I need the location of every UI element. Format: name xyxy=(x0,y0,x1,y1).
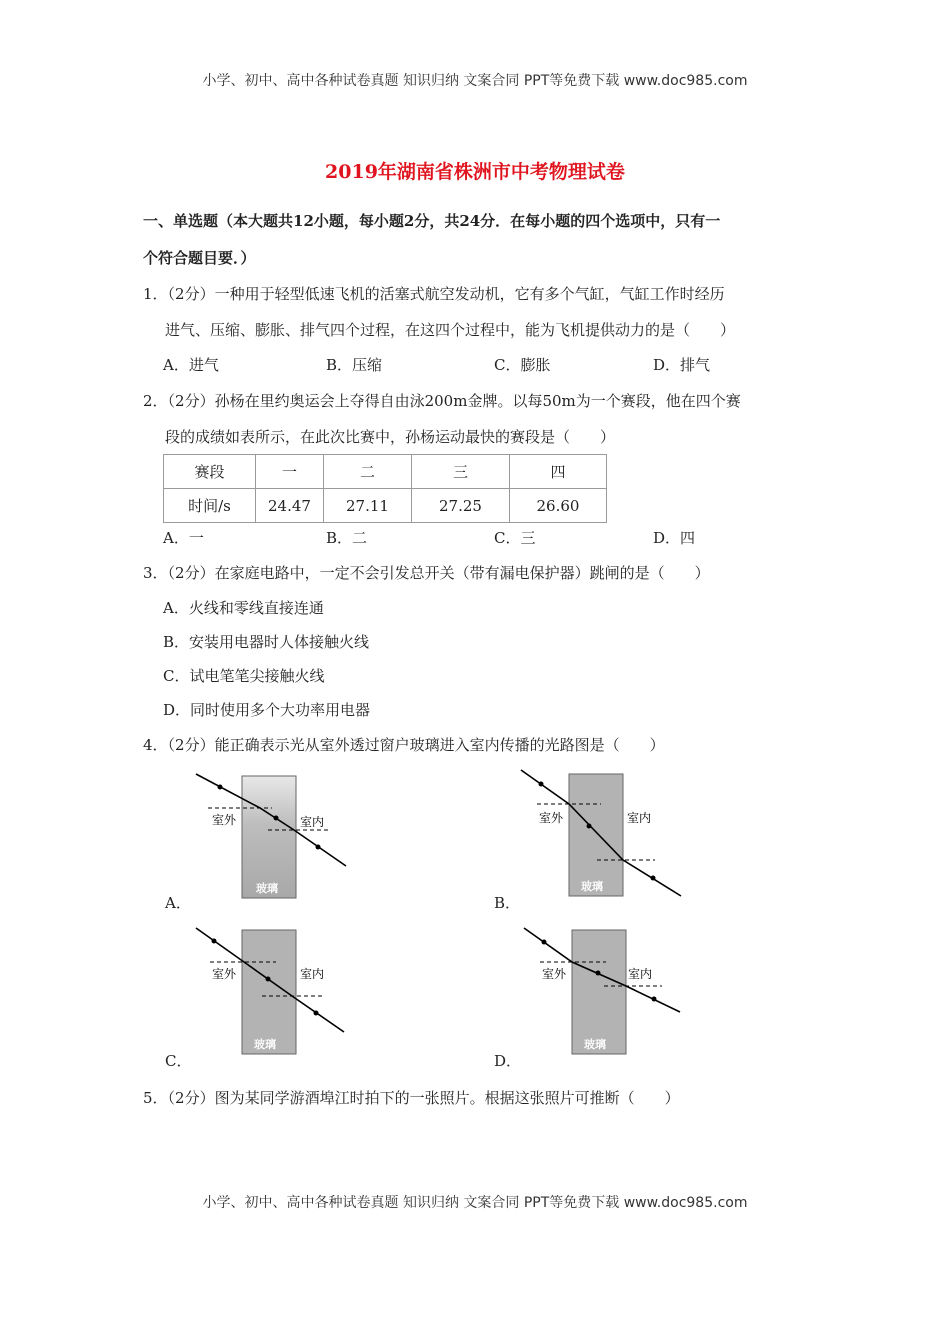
glass-pane xyxy=(242,930,296,1054)
label-outdoor: 室外 xyxy=(212,813,237,827)
q2-option-a[interactable]: A．一 xyxy=(163,529,204,547)
page-title: 2019年湖南省株洲市中考物理试卷 xyxy=(325,161,625,183)
ray-arrow-icon xyxy=(274,816,279,821)
q4-option-d[interactable]: D． xyxy=(494,1052,522,1070)
q2-stem-line1: 2．（2分）孙杨在里约奥运会上夺得自由泳200m金牌。以每50m为一个赛段，他在四个赛 xyxy=(143,392,741,410)
q4-figure-b xyxy=(515,766,695,900)
q3-option-a[interactable]: A．火线和零线直接连通 xyxy=(163,599,324,617)
q3-option-c[interactable]: C．试电笔笔尖接触火线 xyxy=(163,667,325,685)
page-header: 小学、初中、高中各种试卷真题 知识归纳 文案合同 PPT等免费下载 www.doc985.com xyxy=(202,73,748,89)
label-indoor: 室内 xyxy=(628,967,653,981)
label-indoor: 室内 xyxy=(300,815,325,829)
ray-arrow-icon xyxy=(314,1011,319,1016)
label-indoor: 室内 xyxy=(300,967,325,981)
q2-score-table xyxy=(163,454,607,523)
glass-pane xyxy=(569,774,623,896)
ray-arrow-icon xyxy=(212,939,217,944)
q4-option-c[interactable]: C． xyxy=(165,1052,192,1070)
table-cell: 26.60 xyxy=(510,489,607,523)
q4-figure-d xyxy=(518,924,690,1056)
q1-option-a[interactable]: A．进气 xyxy=(163,356,219,374)
ray-arrow-icon xyxy=(316,845,321,850)
q5-stem: 5．（2分）图为某同学游酒埠江时拍下的一张照片。根据这张照片可推断（ ） xyxy=(143,1089,680,1107)
section-heading-line2: 个符合题目要．） xyxy=(143,249,256,267)
label-glass: 玻璃 xyxy=(584,1038,606,1051)
label-outdoor: 室外 xyxy=(212,967,237,981)
q4-stem: 4．（2分）能正确表示光从室外透过窗户玻璃进入室内传播的光路图是（ ） xyxy=(143,736,665,754)
table-cell: 27.11 xyxy=(324,489,412,523)
table-header-cell: 四 xyxy=(510,455,607,489)
q4-option-b[interactable]: B． xyxy=(494,894,521,912)
q1-stem-line2: 进气、压缩、膨胀、排气四个过程，在这四个过程中，能为飞机提供动力的是（ ） xyxy=(165,321,736,339)
q2-stem-line2: 段的成绩如表所示，在此次比赛中，孙杨运动最快的赛段是（ ） xyxy=(165,428,616,446)
label-indoor: 室内 xyxy=(627,811,652,825)
q2-option-d[interactable]: D．四 xyxy=(653,529,696,547)
label-glass: 玻璃 xyxy=(256,882,278,895)
glass-pane xyxy=(242,776,296,898)
q2-option-b[interactable]: B．二 xyxy=(326,529,368,547)
table-cell: 27.25 xyxy=(412,489,510,523)
table-row xyxy=(164,489,607,523)
table-header-cell: 三 xyxy=(412,455,510,489)
table-row xyxy=(164,455,607,489)
ray-arrow-icon xyxy=(652,997,657,1002)
q3-option-b[interactable]: B．安装用电器时人体接触火线 xyxy=(163,633,370,651)
q1-option-c[interactable]: C．膨胀 xyxy=(494,356,551,374)
ray-arrow-icon xyxy=(542,940,547,945)
table-header-cell: 赛段 xyxy=(164,455,256,489)
page-footer: 小学、初中、高中各种试卷真题 知识归纳 文案合同 PPT等免费下载 www.doc985.com xyxy=(202,1195,748,1211)
table-cell: 24.47 xyxy=(256,489,324,523)
q3-stem: 3．（2分）在家庭电路中，一定不会引发总开关（带有漏电保护器）跳闸的是（ ） xyxy=(143,564,710,582)
label-outdoor: 室外 xyxy=(542,967,567,981)
section-heading-line1: 一、单选题（本大题共12小题，每小题2分，共24分．在每小题的四个选项中，只有一 xyxy=(143,212,721,230)
q1-option-b[interactable]: B．压缩 xyxy=(326,356,383,374)
ray-arrow-icon xyxy=(587,824,592,829)
table-header-cell: 二 xyxy=(324,455,412,489)
glass-pane xyxy=(572,930,626,1054)
ray-arrow-icon xyxy=(596,971,601,976)
ray-arrow-icon xyxy=(266,977,271,982)
q3-option-d[interactable]: D．同时使用多个大功率用电器 xyxy=(163,701,371,719)
q4-option-a[interactable]: A． xyxy=(165,894,191,912)
label-glass: 玻璃 xyxy=(581,880,603,893)
label-outdoor: 室外 xyxy=(539,811,564,825)
ray-arrow-icon xyxy=(539,782,544,787)
q1-stem-line1: 1．（2分）一种用于轻型低速飞机的活塞式航空发动机，它有多个气缸，气缸工作时经历 xyxy=(143,285,725,303)
table-cell: 时间/s xyxy=(164,489,256,523)
ray-arrow-icon xyxy=(218,785,223,790)
q4-figure-c xyxy=(190,924,360,1056)
label-glass: 玻璃 xyxy=(254,1038,276,1051)
ray-arrow-icon xyxy=(651,876,656,881)
table-header-cell: 一 xyxy=(256,455,324,489)
q1-option-d[interactable]: D．排气 xyxy=(653,356,711,374)
q2-option-c[interactable]: C．三 xyxy=(494,529,536,547)
q4-figure-a xyxy=(190,766,360,900)
